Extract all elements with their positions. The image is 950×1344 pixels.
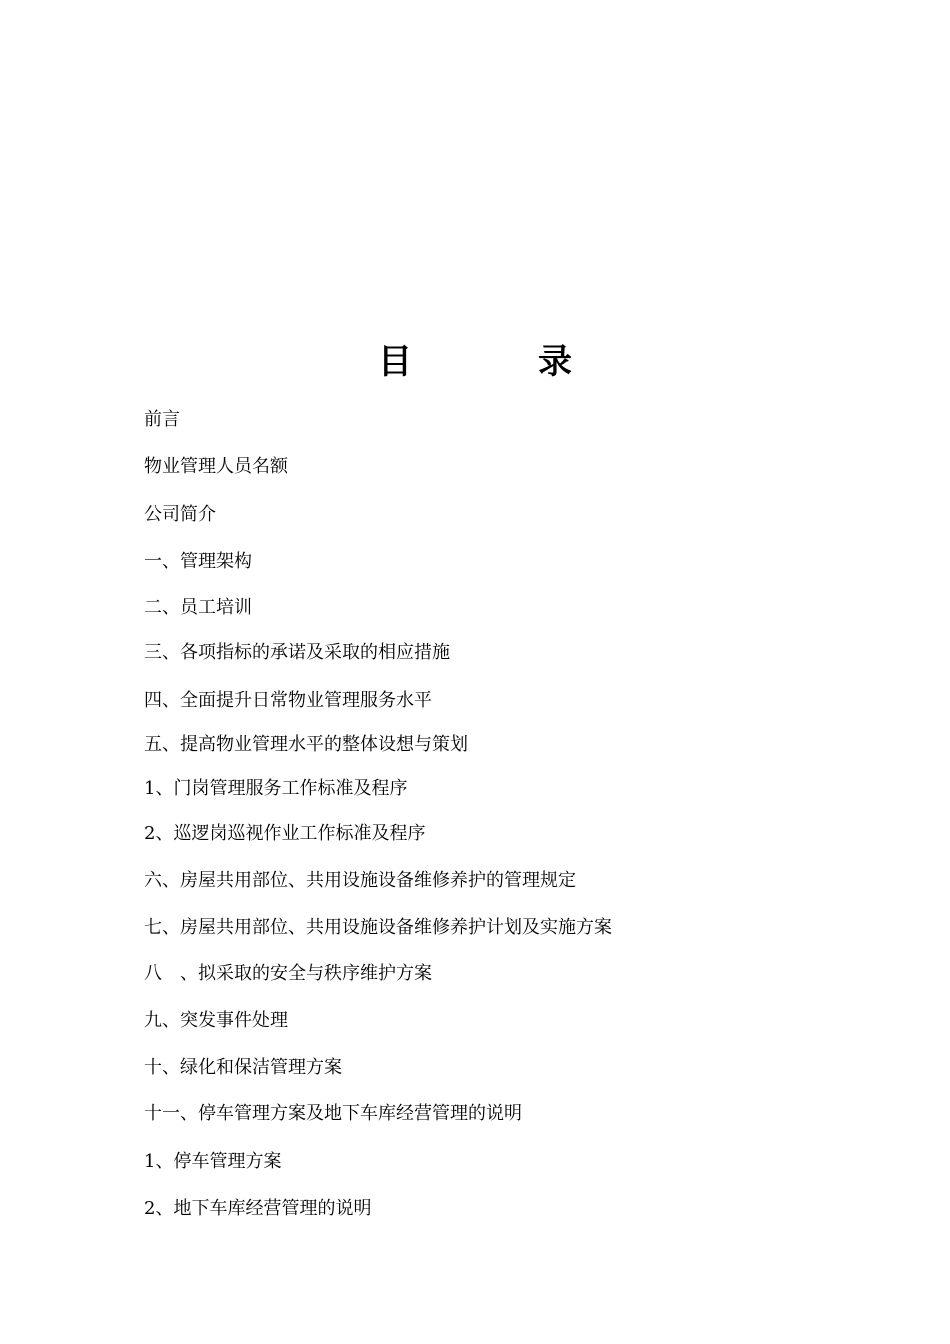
toc-item: 二、员工培训	[144, 597, 252, 618]
toc-item: 1、停车管理方案	[144, 1151, 282, 1172]
toc-item: 十、绿化和保洁管理方案	[144, 1057, 342, 1078]
toc-item: 公司简介	[144, 504, 216, 525]
toc-item: 前言	[144, 409, 180, 430]
toc-item: 六、房屋共用部位、共用设施设备维修养护的管理规定	[144, 870, 576, 891]
toc-item: 2、巡逻岗巡视作业工作标准及程序	[144, 823, 426, 844]
toc-item: 一、管理架构	[144, 551, 252, 572]
toc-item: 四、全面提升日常物业管理服务水平	[144, 690, 432, 711]
toc-item: 七、房屋共用部位、共用设施设备维修养护计划及实施方案	[144, 917, 612, 938]
toc-item: 1、门岗管理服务工作标准及程序	[144, 778, 408, 799]
toc-item: 十一、停车管理方案及地下车库经营管理的说明	[144, 1103, 522, 1124]
toc-item: 五、提高物业管理水平的整体设想与策划	[144, 734, 468, 755]
toc-item: 三、各项指标的承诺及采取的相应措施	[144, 642, 450, 663]
toc-item: 八 、拟采取的安全与秩序维护方案	[144, 963, 432, 984]
toc-item: 物业管理人员名额	[144, 456, 288, 477]
toc-item: 2、地下车库经营管理的说明	[144, 1198, 372, 1219]
toc-title: 目 录	[378, 342, 618, 382]
toc-item: 九、突发事件处理	[144, 1010, 288, 1031]
